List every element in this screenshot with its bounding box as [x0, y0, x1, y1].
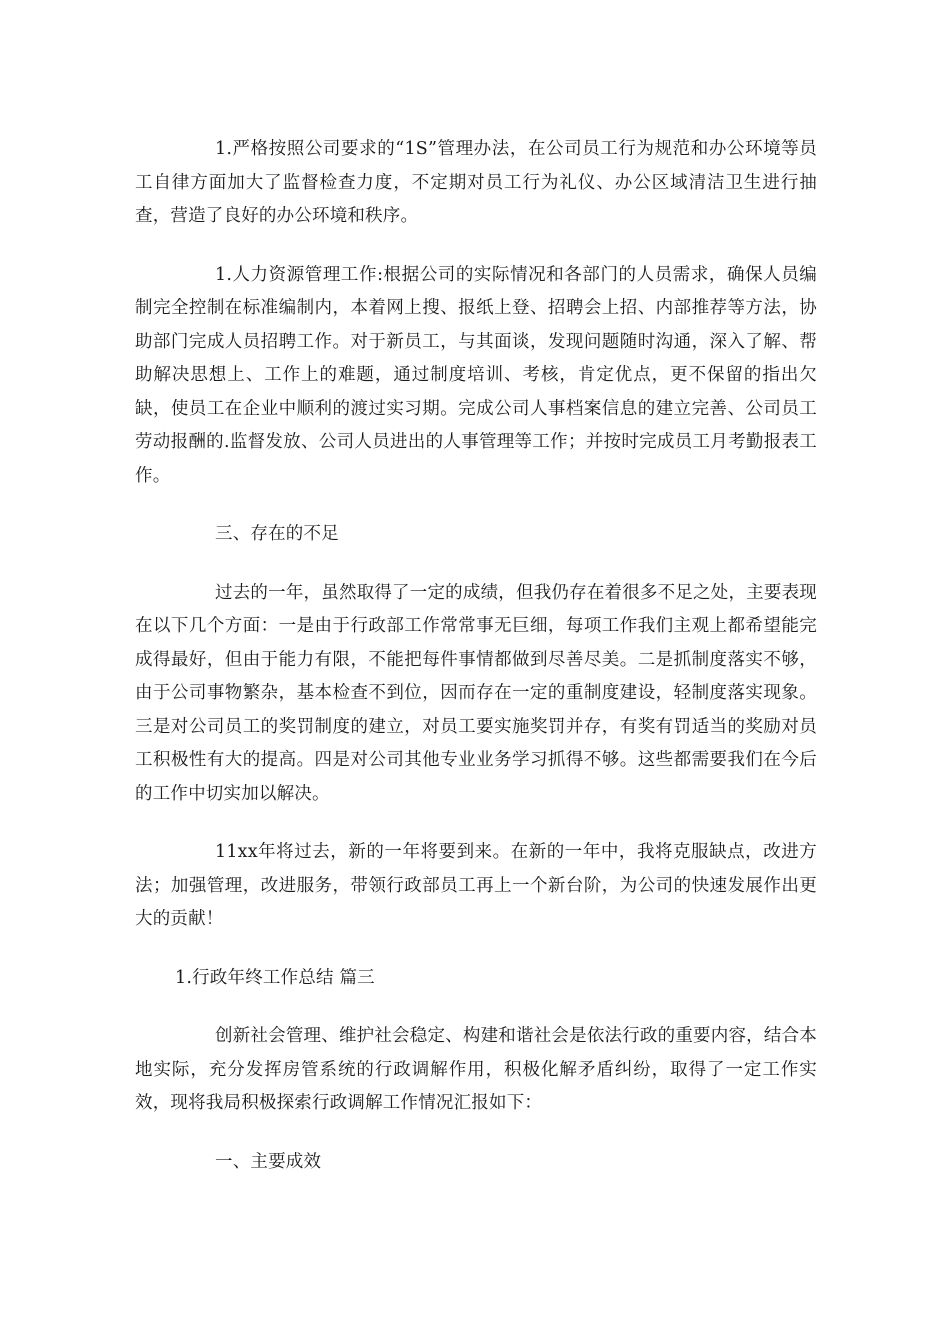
paragraph-introduction: 创新社会管理、维护社会稳定、构建和谐社会是依法行政的重要内容，结合本地实际，充分发挥房管系统的行政调解作用，积极化解矛盾纠纷，取得了一定工作实效，现将我局积极探索行政调解工作情况汇报如下：: [135, 1026, 817, 1113]
paragraph-outlook: 11xx年将过去，新的一年将要到来。在新的一年中，我将克服缺点，改进方法；加强管理，改进服务，带领行政部员工再上一个新台阶，为公司的快速发展作出更大的贡献！: [135, 842, 817, 929]
paragraph-hr-management: 1.人力资源管理工作:根据公司的实际情况和各部门的人员需求，确保人员编制完全控制在标准编制内，本着网上搜、报纸上登、招聘会上招、内部推荐等方法，协助部门完成人员招聘工作。对于新员工，与其面谈，发现问题随时沟通，深入了解、帮助解决思想上、工作上的难题，通过制度培训、考核，肯定优点，更不保留的指出欠缺，使员工在企业中顺利的渡过实习期。完成公司人事档案信息的建立完善、公司员工劳动报酬的.监督发放、公司人员进出的人事管理等工作；并按时完成员工月考勤报表工作。: [135, 264, 817, 486]
paragraph-1s-management: 1.严格按照公司要求的“1S”管理办法，在公司员工行为规范和办公环境等员工自律方面加大了监督检查力度，不定期对员工行为礼仪、办公区域清洁卫生进行抽查，营造了良好的办公环境和秩序。: [135, 139, 817, 226]
paragraph-shortcomings: 过去的一年，虽然取得了一定的成绩，但我仍存在着很多不足之处，主要表现在以下几个方面：一是由于行政部工作常常事无巨细，每项工作我们主观上都希望能完成得最好，但由于能力有限，不能把每件事情都做到尽善尽美。二是抓制度落实不够，由于公司事物繁杂，基本检查不到位，因而存在一定的重制度建设，轻制度落实现象。三是对公司员工的奖罚制度的建立，对员工要实施奖罚并存，有奖有罚适当的奖励对员工积极性有大的提高。四是对公司其他专业业务学习抓得不够。这些都需要我们在今后的工作中切实加以解决。: [135, 582, 817, 804]
section-heading-shortcomings: 三、存在的不足: [215, 524, 339, 544]
section-heading-main-results: 一、主要成效: [215, 1151, 322, 1172]
document-body: [135, 133, 817, 1204]
article-heading-part-three: 1.行政年终工作总结 篇三: [175, 967, 375, 988]
